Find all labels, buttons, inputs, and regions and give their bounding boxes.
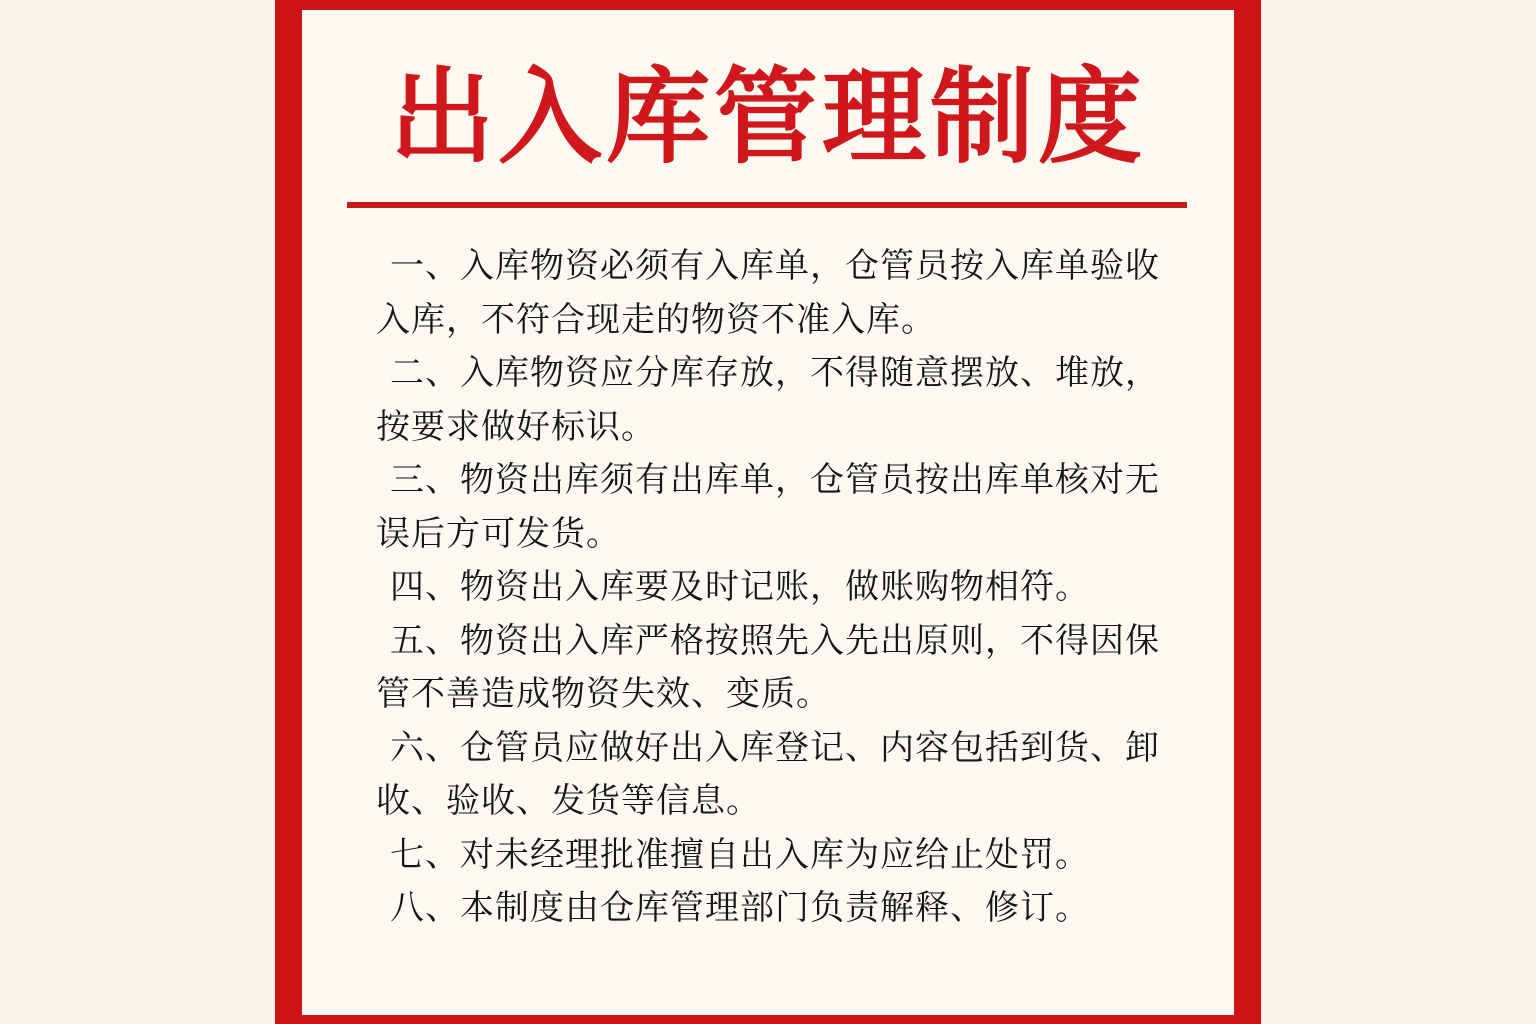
rule-item-4: 四、物资出入库要及时记账，做账购物相符。 xyxy=(390,567,1090,607)
rules-list xyxy=(376,240,1176,936)
rule-item-3: 三、物资出库须有出库单，仓管员按出库单核对无误后方可发货。 xyxy=(376,460,1160,554)
title-divider xyxy=(347,202,1187,208)
rule-item-7: 七、对未经理批准擅自出入库为应给止处罚。 xyxy=(390,834,1090,875)
rule-item-6: 六、仓管员应做好出入库登记、内容包括到货、卸收、验收、发货等信息。 xyxy=(376,727,1160,821)
rule-item-5: 五、物资出入库严格按照先入先出原则，不得因保管不善造成物资失效、变质。 xyxy=(376,620,1160,714)
page-title: 出入库管理制度 xyxy=(389,56,1146,178)
rule-item-8: 八、本制度由仓库管理部门负责解释、修订。 xyxy=(390,888,1090,928)
rule-item-1: 一、入库物资必须有入库单，仓管员按入库单验收入库，不符合现走的物资不准入库。 xyxy=(376,246,1160,340)
rule-item-2: 二、入库物资应分库存放，不得随意摆放、堆放，按要求做好标识。 xyxy=(376,353,1160,447)
